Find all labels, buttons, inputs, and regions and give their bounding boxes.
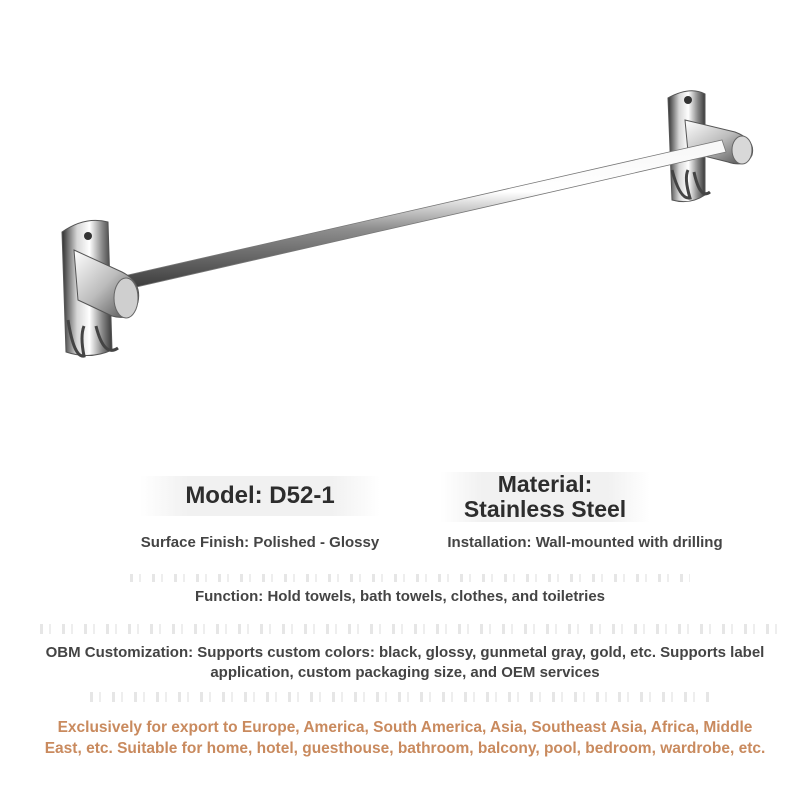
decorative-noise-band xyxy=(40,624,780,634)
material-label xyxy=(440,472,650,522)
decorative-noise-band xyxy=(130,574,690,582)
material-value: Stainless Steel xyxy=(463,496,627,522)
left-wall-bracket xyxy=(62,220,139,356)
surface-finish-text: Surface Finish: Polished - Glossy xyxy=(140,534,380,551)
model-label: Model: D52-1 xyxy=(140,476,380,516)
material-heading: Material: xyxy=(497,471,593,497)
installation-text: Installation: Wall-mounted with drilling xyxy=(447,534,723,551)
towel-rod xyxy=(128,140,726,288)
obm-customization-text: OBM Customization: Supports custom colors: black, glossy, gunmetal gray, gold, etc. Supports label application, custom packaging size, and OEM services xyxy=(45,644,765,681)
decorative-noise-band xyxy=(90,692,710,702)
function-text: Function: Hold towels, bath towels, clothes, and toiletries xyxy=(194,588,606,605)
export-markets-text: Exclusively for export to Europe, America, South America, Asia, Southeast Asia, Africa, Middle East, etc. Suitable for home, hotel, guesthouse, bathroom, balcony, pool, bedroom, wardrobe, etc. xyxy=(44,719,766,757)
